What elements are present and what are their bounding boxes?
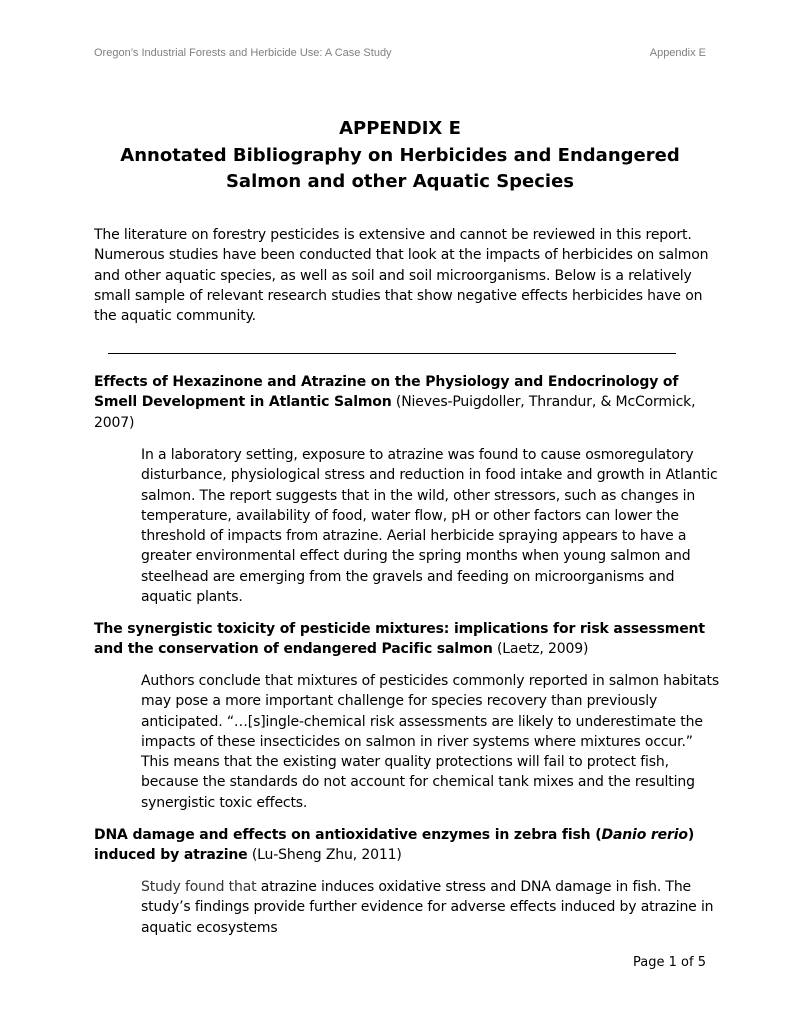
page-number: Page 1 of 5	[633, 955, 706, 970]
header-appendix-label: Appendix E	[649, 47, 706, 59]
entry-title-text: Effects of Hexazinone and Atrazine on the Physiology and Endocrinology of Smell Development in Atlantic Salmon	[94, 374, 679, 411]
annotation-lead-text: Study found that	[141, 879, 257, 895]
entry-citation: (Laetz, 2009)	[492, 641, 589, 658]
bibliography-entry-title	[94, 825, 718, 866]
annotation-text: atrazine induces oxidative stress and DNA damage in fish. The study’s findings provide further evidence for adverse effects induced by atrazine in aquatic ecosystems	[141, 879, 714, 936]
page-title	[94, 116, 706, 196]
entry-species-name: Danio rerio	[601, 827, 688, 843]
bibliography-entry-annotation: Authors conclude that mixtures of pesticides commonly reported in salmon habitats may pose a more important challenge for species recovery than previously anticipated. “…[s]ingle-chemical risk assessments are likely to underestimate the impacts of these insecticides on salmon in river systems where mixtures occur.” This means that the existing water quality protections will fail to protect fish, because the standards do not account for chemical tank mixes and the resulting synergistic toxic effects.	[141, 673, 719, 811]
title-line-appendix: APPENDIX E	[339, 118, 461, 139]
entry-title-text: The synergistic toxicity of pesticide mixtures: implications for risk assessment and the conservation of endangered Pacific salmon	[94, 621, 705, 658]
entry-title-text-part: ) induced by atrazine	[94, 827, 695, 864]
entry-title-text-part: DNA damage and effects on antioxidative enzymes in zebra fish (	[94, 827, 602, 843]
header-document-title: Oregon’s Industrial Forests and Herbicide Use: A Case Study	[94, 47, 392, 59]
bibliography-entry-annotation	[141, 877, 719, 938]
bibliography-entry-title	[94, 619, 718, 660]
bibliography-entry-annotation: In a laboratory setting, exposure to atrazine was found to cause osmoregulatory disturbance, physiological stress and reduction in food intake and growth in Atlantic salmon. The report suggests that in the wild, other stressors, such as changes in temperature, availability of food, water flow, pH or other factors can lower the threshold of impacts from atrazine. Aerial herbicide spraying appears to have a greater environmental effect during the spring months when young salmon and steelhead are emerging from the gravels and feeding on microorganisms and aquatic plants.	[141, 447, 718, 606]
entry-citation: (Lu-Sheng Zhu, 2011)	[247, 847, 402, 864]
title-line-subject-cont: Salmon and other Aquatic Species	[225, 171, 575, 192]
title-line-subject: Annotated Bibliography on Herbicides and Endangered	[120, 144, 680, 166]
entry-citation: (Nieves-Puigdoller, Thrandur, & McCormick, 2007)	[94, 394, 696, 431]
section-divider	[108, 353, 676, 354]
intro-paragraph: The literature on forestry pesticides is extensive and cannot be reviewed in this report. Numerous studies have been conducted that look at the impacts of herbicides on salmon and other aquatic species, as well as soil and soil microorganisms. Below is a relatively small sample of relevant research studies that show negative effects herbicides have on the aquatic community.	[94, 227, 709, 325]
bibliography-entry-title	[94, 372, 718, 433]
